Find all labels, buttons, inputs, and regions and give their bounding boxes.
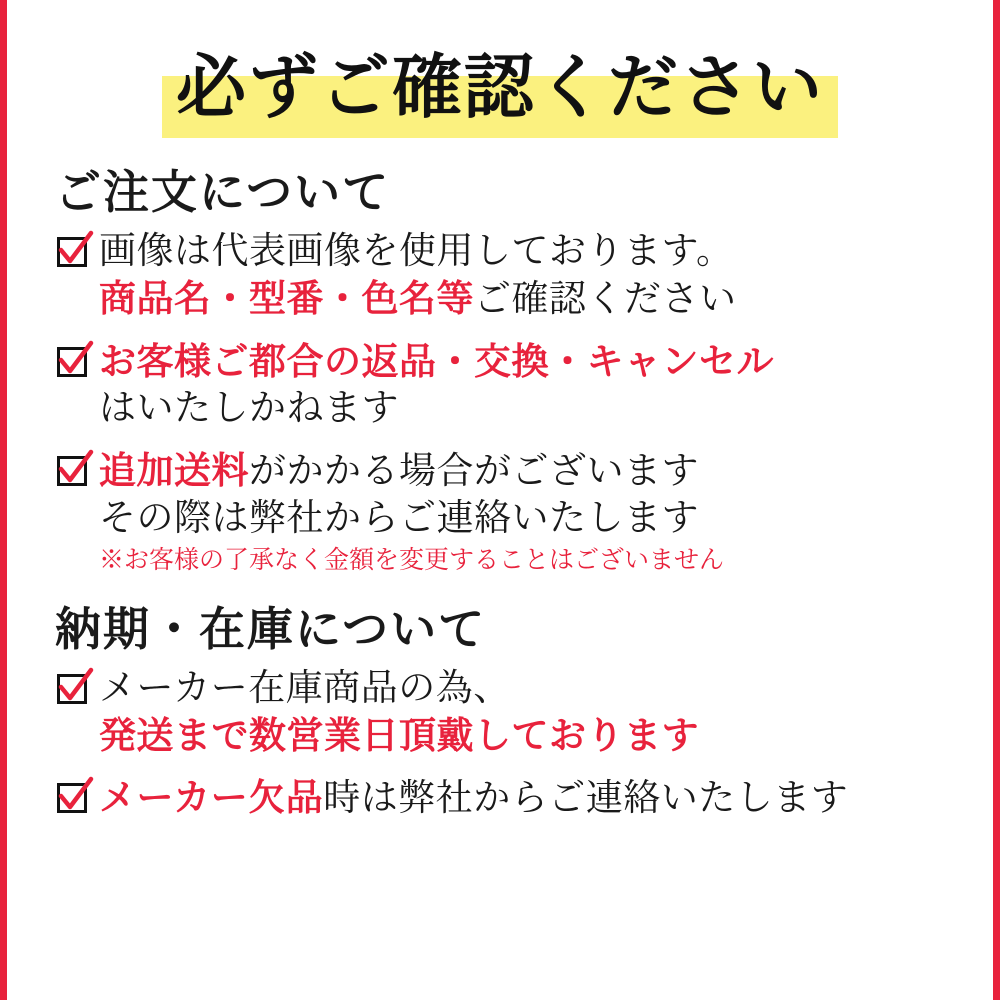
list-item-text xyxy=(99,447,953,575)
list-item-text xyxy=(99,665,953,758)
text-line: 画像は代表画像を使用しております。 xyxy=(99,229,734,272)
text-emphasis: 追加送料 xyxy=(99,448,249,493)
text-line xyxy=(99,774,953,822)
text-line: メーカー在庫商品の為、 xyxy=(99,666,511,710)
text-line xyxy=(99,447,953,495)
checkbox-checked-icon xyxy=(55,453,93,491)
list-item-text xyxy=(99,774,953,822)
text-rest: がかかる場合がございます xyxy=(249,449,699,493)
section-heading-orders: ご注文について xyxy=(55,165,391,219)
title-text: 必ずご確認ください xyxy=(176,45,824,128)
notice-content xyxy=(7,0,993,1000)
list-item xyxy=(55,774,953,822)
checkbox-checked-icon xyxy=(55,234,93,272)
list-item xyxy=(55,447,953,575)
list-item-text xyxy=(99,338,953,431)
text-line: その際は弊社からご連絡いたします xyxy=(99,496,699,540)
list-item xyxy=(55,228,953,322)
list-item-text xyxy=(99,228,953,322)
checkbox-checked-icon xyxy=(55,344,93,382)
text-emphasis: 商品名・型番・色名等 xyxy=(99,275,474,320)
text-rest: ご確認ください xyxy=(474,276,737,320)
text-line: はいたしかねます xyxy=(99,385,399,429)
checkbox-checked-icon xyxy=(55,671,93,709)
text-line xyxy=(99,275,953,323)
footnote: ※お客様の了承なく金額を変更することはございません xyxy=(99,544,725,574)
list-item xyxy=(55,665,953,758)
checkbox-checked-icon xyxy=(55,780,93,818)
page-title xyxy=(47,45,953,130)
text-rest: 時は弊社からご連絡いたします xyxy=(323,776,849,820)
title-highlighted xyxy=(162,45,838,130)
section-heading-delivery: 納期・在庫について xyxy=(55,602,487,657)
text-line: 発送まで数営業日頂戴しております xyxy=(99,712,699,757)
list-item xyxy=(55,338,953,431)
text-line: お客様ご都合の返品・交換・キャンセル xyxy=(99,339,774,384)
text-emphasis: メーカー欠品 xyxy=(99,775,324,820)
